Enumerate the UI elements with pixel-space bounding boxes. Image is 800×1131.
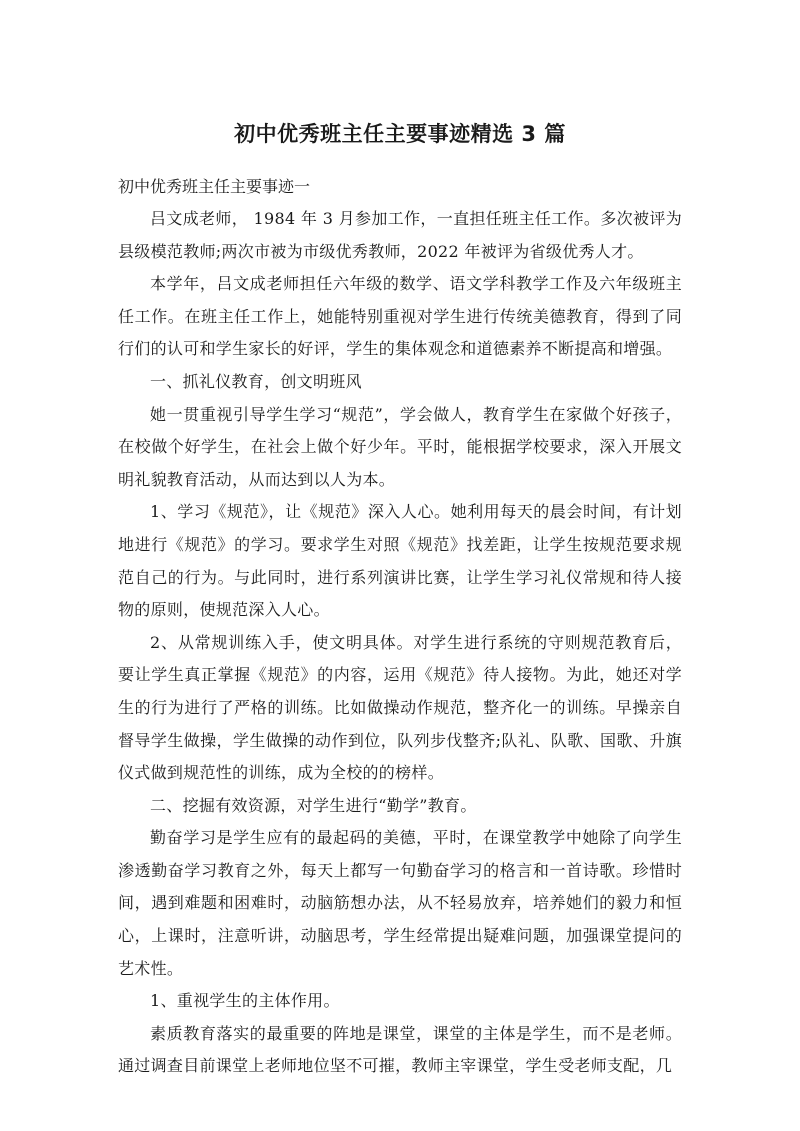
paragraph: 吕文成老师， 1984 年 3 月参加工作，一直担任班主任工作。多次被评为县级模范教师;两次市被为市级优秀教师，2022 年被评为省级优秀人才。	[118, 209, 682, 261]
paragraph: 2、从常规训练入手，使文明具体。对学生进行系统的守则规范教育后，要让学生真正掌握《规范》的内容，运用《规范》待人接物。为此，她还对学生的行为进行了严格的训练。比如做操动作规范，整齐化一的训练。早操亲自督导学生做操，学生做操的动作到位，队列步伐整齐;队礼、队歌、国歌、升旗仪式做到规范性的训练，成为全校的的榜样。	[118, 632, 682, 783]
section-heading: 一、抓礼仪教育，创文明班风	[150, 371, 362, 391]
paragraph: 她一贯重视引导学生学习“规范”，学会做人，教育学生在家做个好孩子，在校做个好学生，在社会上做个好少年。平时，能根据学校要求，深入开展文明礼貌教育活动，从而达到以人为本。	[118, 404, 682, 489]
paragraph: 素质教育落实的最重要的阵地是课堂，课堂的主体是学生，而不是老师。通过调查目前课堂上老师地位坚不可摧，教师主宰课堂，学生受老师支配，几	[118, 1023, 682, 1076]
section-heading: 二、挖掘有效资源，对学生进行“勤学”教育。	[150, 795, 477, 815]
section-heading: 初中优秀班主任主要事迹一	[118, 177, 311, 196]
section-heading: 1、重视学生的主体作用。	[150, 991, 340, 1011]
document-title: 初中优秀班主任主要事迹精选 3 篇	[234, 122, 566, 146]
paragraph: 1、学习《规范》，让《规范》深入人心。她利用每天的晨会时间，有计划地进行《规范》的学习。要求学生对照《规范》找差距，让学生按规范要求规范自己的行为。与此同时，进行系列演讲比赛，让学生学习礼仪常规和待人接物的原则，使规范深入人心。	[118, 502, 682, 620]
paragraph: 本学年，吕文成老师担任六年级的数学、语文学科教学工作及六年级班主任工作。在班主任工作上，她能特别重视对学生进行传统美德教育，得到了同行们的认可和学生家长的好评，学生的集体观念和道德素养不断提高和增强。	[118, 274, 682, 359]
paragraph: 勤奋学习是学生应有的最起码的美德，平时，在课堂教学中她除了向学生渗透勤奋学习教育之外，每天上都写一句勤奋学习的格言和一首诗歌。珍惜时间，遇到难题和困难时，动脑筋想办法，从不轻易放弃，培养她们的毅力和恒心，上课时，注意听讲，动脑思考，学生经常提出疑难问题，加强课堂提问的艺术性。	[118, 828, 682, 978]
